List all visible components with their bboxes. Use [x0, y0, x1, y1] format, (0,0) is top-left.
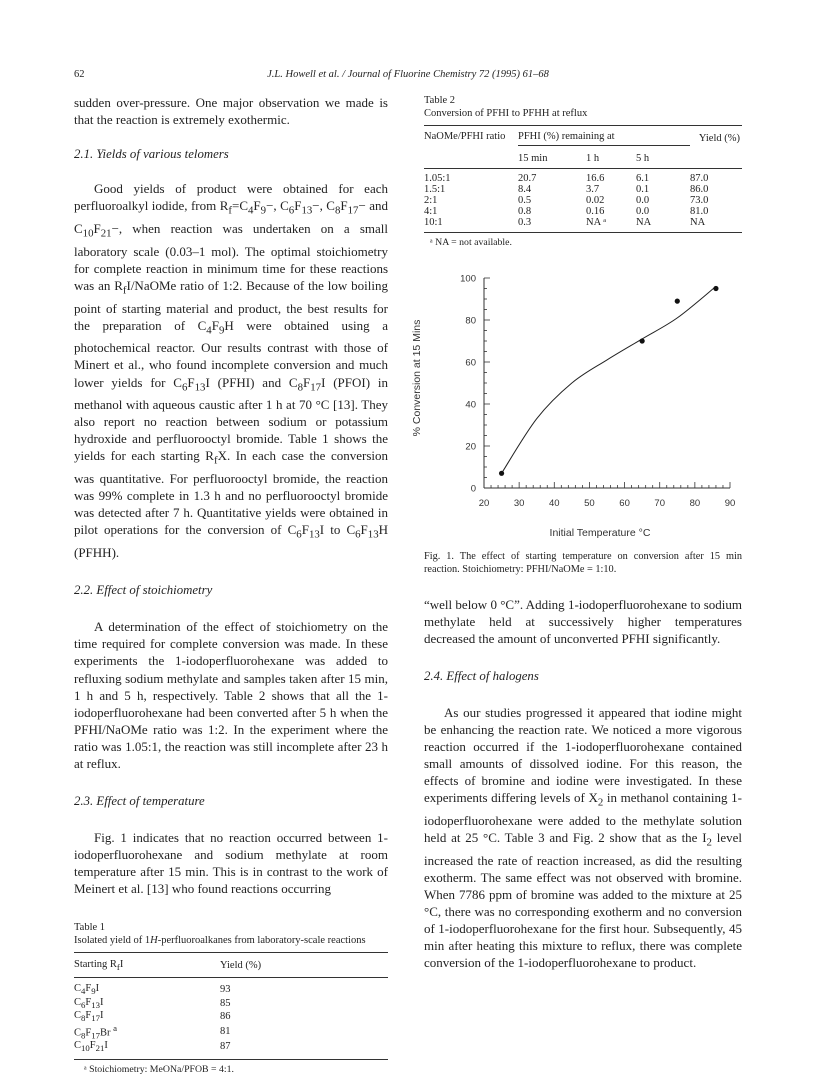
table-2-cell: NA [690, 216, 706, 228]
page-header [74, 69, 742, 83]
x-tick-label: 40 [548, 497, 560, 509]
page-number: 62 [74, 69, 85, 80]
table-2-grid [424, 131, 742, 168]
table-2-cell: 0.02 [586, 194, 605, 206]
table-1-cell: 81 [220, 1026, 231, 1038]
table-2-header-yield: Yield (%) [698, 132, 740, 144]
table-1-cell: $C_{10}F_{21}I$ [74, 1040, 108, 1054]
section-2-2-heading: 2.2. Effect of stoichiometry [74, 583, 213, 598]
table-2-cell: 0.3 [518, 216, 532, 228]
table-1 [74, 921, 388, 1075]
table-1-header-yield: Yield (%) [220, 959, 262, 971]
table-2-header-ratio: NaOMe/PFHI ratio [424, 131, 506, 142]
table-2-cell: 0.0 [636, 194, 650, 206]
table-2-cell: 16.6 [586, 172, 605, 184]
right-column [411, 94, 742, 971]
table-2-cell: 3.7 [586, 183, 600, 195]
x-tick-label: 50 [584, 497, 595, 509]
table-row [424, 217, 742, 228]
y-tick-label: 20 [465, 441, 476, 452]
data-point [713, 285, 718, 290]
x-tick-label: 20 [478, 497, 490, 509]
table-1-cell: $C_6F_{13}I$ [74, 996, 104, 1010]
table-2-header-1h: 1 h [586, 153, 600, 165]
table-2-cell: 0.8 [518, 205, 532, 217]
table-2-footnote: ᵃ NA = not available. [430, 236, 512, 248]
table-1-cell: $C_8F_{17}I$ [74, 1009, 104, 1023]
data-point [675, 298, 680, 303]
table-1-header-starting: Starting $R_fI$ [74, 958, 124, 972]
y-tick-label: 100 [460, 273, 476, 284]
table-2-cell: 10:1 [424, 216, 443, 228]
table-2-cell: 0.1 [636, 183, 650, 195]
data-point [640, 338, 645, 343]
table-2-header-group: PFHI (%) remaining at [518, 131, 690, 146]
table-2-cell: 2:1 [424, 194, 438, 206]
table-row [74, 1040, 388, 1053]
left-column [74, 94, 388, 1075]
table-2-label: Table 2 [424, 95, 456, 106]
section-2-2-paragraph: A determination of the effect of stoichiometry on the time required for complete conversion was made. In these experiments the 1-iodoperfluorohexane was added to refluxing sodium methylate and samples taken after 15 min, 1 h and 5 h, respectively. Table 2 shows that all the 1-iodoperfluorohexane had been converted after 5 h when the PFHI/NaOMe ratio was 1:2. In the experiment where the ratio was 1.05:1, the reaction was still incomplete after 23 h at reflux. [74, 619, 388, 771]
table-1-body [74, 983, 388, 1053]
figure-1 [411, 266, 742, 546]
section-2-3-heading: 2.3. Effect of temperature [74, 794, 205, 809]
x-tick-label: 70 [654, 497, 666, 509]
table-2-cell: 86.0 [690, 183, 709, 195]
table-2-cell: 0.5 [518, 194, 532, 206]
table-1-cell: 86 [220, 1010, 231, 1022]
continuation-paragraph: “well below 0 °C”. Adding 1-iodoperfluorohexane to sodium methylate held at successively higher temperatures decreased the amount of unconverted PFHI significantly. [424, 596, 742, 646]
table-row [74, 1010, 388, 1023]
y-axis-label: % Conversion at 15 Mins [411, 319, 423, 436]
table-2-cell: 8.4 [518, 183, 532, 195]
section-2-4-paragraph: As our studies progressed it appeared that iodine might be enhancing the reaction rate. We noticed a more vigorous reaction occurred if the 1-iodoperfluorohexane contained small amounts of dissolved iodine. For this reason, the effects of bromine and iodine were investigated. In these experiments differing levels of $X_2$ in methanol containing 1-iodoperfluorohexane were added to the methylate solution held at 25 °C. Table 3 and Fig. 2 show that as the $I_2$ level increased the rate of reaction increased, as did the resulting exotherm. The same effect was not observed with bromine. When 7786 ppm of bromine was added to the mixture at 25 °C, there was no corresponding exotherm and no conversion of 1-iodoperfluorohexane for the first hour. Subsequently, 45 min after heating this mixture to reflux, there was complete conversion of the 1-iodoperfluorohexane to product. [424, 704, 742, 971]
intro-paragraph: sudden over-pressure. One major observation we made is that the reaction is extremely exothermic. [74, 95, 388, 128]
table-2-cell: 6.1 [636, 172, 650, 184]
figure-1-chart [411, 266, 742, 546]
table-2-cell: 81.0 [690, 205, 709, 217]
table-row [424, 184, 742, 195]
x-tick-label: 80 [689, 497, 701, 509]
table-1-cell: 85 [220, 997, 231, 1009]
table-row [424, 173, 742, 184]
table-1-cell: $C_8F_{17}Br$ $^a$ [74, 1022, 117, 1041]
x-tick-label: 60 [619, 497, 630, 509]
table-2-cell: 1.5:1 [424, 183, 446, 195]
y-tick-label: 0 [470, 483, 476, 494]
x-tick-label: 30 [513, 497, 525, 509]
table-2-header-5h: 5 h [636, 153, 650, 165]
table-2-cell: 73.0 [690, 194, 709, 206]
table-2-cell: 1.05:1 [424, 172, 451, 184]
table-1-caption: Isolated yield of 1H-perfluoroalkanes from laboratory-scale reactions [74, 935, 366, 947]
table-2 [424, 94, 742, 248]
table-1-cell: 93 [220, 984, 231, 996]
table-1-grid [74, 953, 388, 977]
table-1-label: Table 1 [74, 922, 106, 934]
section-2-1-paragraph: Good yields of product were obtained for each perfluoroalkyl iodide, from $R_f=C_4F_9-$, $C_6F_{13}-$, $C_8F_{17}-$ and $C_{10}F_{21}-$, when reaction was undertaken on a small laboratory scale (0.03–1 mol). The optimal stoichiometry for complete reaction in minimum time for these reactions was an $R_fI$/NaOMe ratio of 1:2. Because of the low boiling point of starting material and product, the best results for the preparation of $C_4F_9H$ were obtained using a photochemical reactor. Our results contrast with those of Minert et al., who found incomplete conversion and much lower yields for $C_6F_{13}I$ (PFHI) and $C_8F_{17}I$ (PFOI) in methanol with aqueous caustic after 1 h at 70 °C [13]. They also report no reaction between sodium or potassium hydroxide and perfluorooctyl bromide. Table 1 shows the yields for each starting $R_fX$. In each case the conversion was quantitative. For perfluorooctyl bromide, the reaction was 99% complete in 1.3 h and no perfluorooctyl bromide was detected after 7 h. Quantitative yields were obtained in pilot operations for the conversion of $C_6F_{13}I$ to $C_6F_{13}H$ (PFHH). [74, 181, 389, 561]
table-2-body [424, 173, 742, 228]
table-2-caption: Conversion of PFHI to PFHH at reflux [424, 108, 588, 119]
table-2-cell: 87.0 [690, 172, 709, 184]
table-1-cell: 87 [220, 1041, 231, 1053]
table-2-cell: 0.16 [586, 205, 605, 217]
section-2-4-heading: 2.4. Effect of halogens [424, 668, 539, 683]
table-2-cell: 0.0 [636, 205, 650, 217]
table-row [74, 997, 388, 1010]
section-2-3-paragraph: Fig. 1 indicates that no reaction occurred between 1-iodoperfluorohexane and sodium methylate at room temperature after 15 min. This is in contrast to the work of Meinert et al. [13] who found reactions occurring [74, 830, 388, 897]
table-row [74, 983, 388, 996]
data-point [499, 470, 504, 475]
table-row [424, 195, 742, 206]
y-tick-label: 40 [465, 399, 476, 410]
table-1-cell: $C_4F_9I$ [74, 983, 100, 997]
table-2-cell: NA [636, 216, 652, 228]
x-axis-label: Initial Temperature °C [549, 526, 651, 539]
table-2-cell: 4:1 [424, 205, 438, 217]
table-2-cell: 20.7 [518, 172, 537, 184]
running-title: J.L. Howell et al. / Journal of Fluorine Chemistry 72 (1995) 61–68 [267, 69, 549, 80]
y-tick-label: 80 [465, 315, 476, 326]
fitted-curve [502, 286, 716, 473]
table-row [74, 1023, 388, 1041]
table-1-footnote: ᵃ Stoichiometry: MeONa/PFOB = 4:1. [84, 1064, 234, 1075]
x-tick-label: 90 [724, 497, 736, 509]
y-tick-label: 60 [465, 357, 476, 368]
table-2-cell: NA ᵃ [586, 216, 607, 228]
table-row [424, 206, 742, 217]
table-2-header-15min: 15 min [518, 153, 548, 165]
section-2-1-heading: 2.1. Yields of various telomers [74, 147, 229, 162]
figure-1-caption: Fig. 1. The effect of starting temperature on conversion after 15 min reaction. Stoichiometry: PFHI/NaOMe = 1:10. [424, 550, 742, 575]
